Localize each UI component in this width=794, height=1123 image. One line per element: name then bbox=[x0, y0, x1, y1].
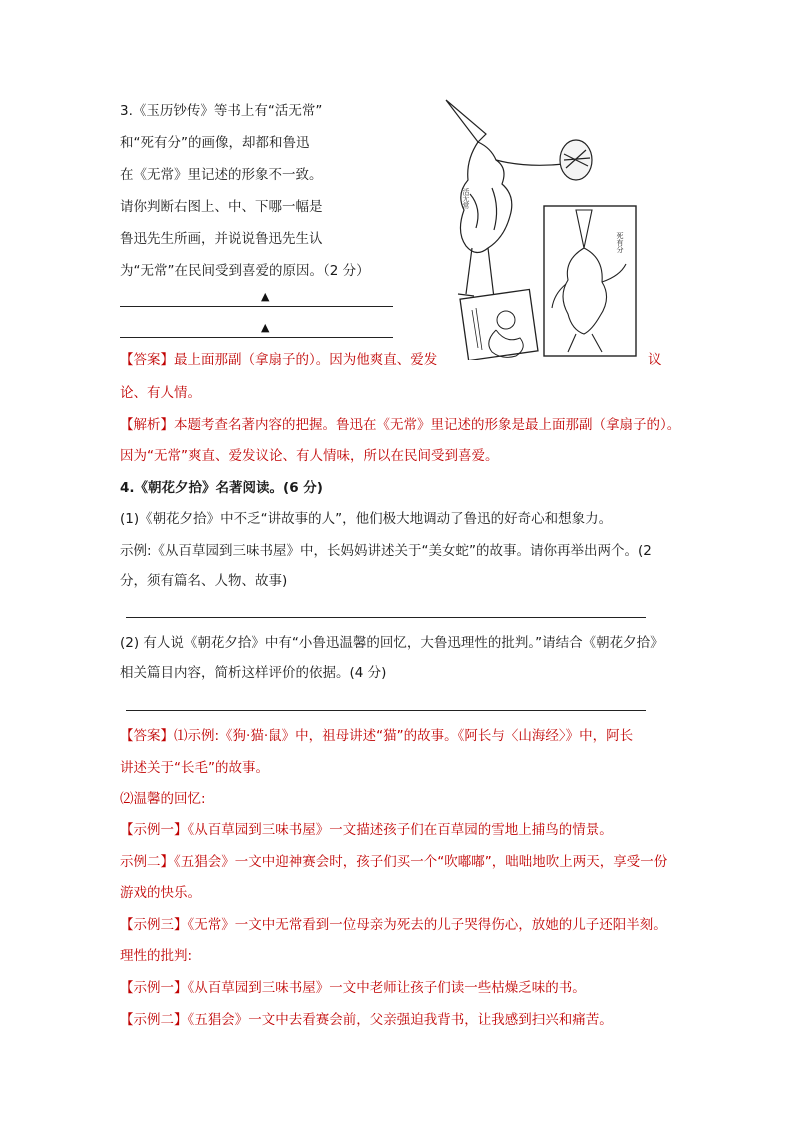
q4-answer-line1 bbox=[120, 726, 633, 746]
example-1 bbox=[120, 820, 613, 840]
answer-text-2: 论、有人情。 bbox=[120, 385, 201, 401]
example-2-line2: 游戏的快乐。 bbox=[120, 885, 201, 901]
blank-marker: ▲ bbox=[261, 290, 270, 303]
q3-answer bbox=[120, 350, 437, 370]
example-text: 《无常》一文中无常看到一位母亲为死去的儿子哭得伤心，放她的儿子还阳半刻。 bbox=[187, 917, 667, 933]
wuchang-drawings bbox=[436, 98, 646, 360]
answer-text-end: 议 bbox=[648, 352, 662, 368]
q4-heading: 4.《朝花夕拾》名著阅读。(6 分) bbox=[120, 480, 323, 496]
q3-line-6: 为“无常”在民间受到喜爱的原因。（2 分） bbox=[120, 263, 370, 279]
q3-line-1: 3.《玉历钞传》等书上有“活无常” bbox=[120, 103, 323, 119]
wuchang-illustration bbox=[436, 98, 646, 360]
example-2 bbox=[120, 852, 667, 872]
answer-tag: 【答案】 bbox=[120, 728, 174, 744]
example-tag: 【示例三】 bbox=[120, 917, 188, 933]
example-tag: 【示例一】 bbox=[120, 822, 188, 838]
critique-title: 理性的批判: bbox=[120, 948, 193, 964]
q3-line-5: 鲁迅先生所画，并说说鲁迅先生认 bbox=[120, 231, 323, 247]
q3-analysis bbox=[120, 415, 680, 435]
q3-line-4: 请你判断右图上、中、下哪一幅是 bbox=[120, 199, 323, 215]
answer-text: 最上面那副（拿扇子的）。因为他爽直、爱发 bbox=[174, 352, 438, 368]
blank-marker: ▲ bbox=[261, 321, 270, 334]
q4-p2-line1: (2) 有人说《朝花夕拾》中有“小鲁迅温馨的回忆，大鲁迅理性的批判。”请结合《朝花夕拾》 bbox=[120, 635, 664, 651]
answer-tag: 【答案】 bbox=[120, 352, 174, 368]
example-text: 《五猖会》一文中迎神赛会时，孩子们买一个 bbox=[174, 854, 438, 870]
q4-answer-sub-title: ⑵温馨的回忆: bbox=[120, 791, 206, 807]
example-quote: “吹嘟嘟” bbox=[437, 854, 492, 870]
example-3 bbox=[120, 915, 667, 935]
critique-example-1 bbox=[120, 978, 586, 998]
q4-p2-line2: 相关篇目内容，简析这样评价的依据。(4 分) bbox=[120, 665, 387, 681]
q3-line-3: 在《无常》里记述的形象不一致。 bbox=[120, 167, 323, 183]
critique-example-2 bbox=[120, 1010, 613, 1030]
q4-p1-line1: (1)《朝花夕拾》中不乏“讲故事的人”，他们极大地调动了鲁迅的好奇心和想象力。 bbox=[120, 511, 613, 527]
example-tag: 示例二】 bbox=[120, 854, 174, 870]
analysis-text-2: 因为“无常”爽直、爱发议论、有人情味，所以在民间受到喜爱。 bbox=[120, 448, 499, 464]
answer-blank-line bbox=[120, 306, 393, 307]
answer-text: ⑴示例:《狗·猫·鼠》中，祖母讲述“猫”的故事。《阿长与〈山海经〉》中，阿长 bbox=[174, 728, 634, 744]
example-text: 《从百草园到三味书屋》一文中老师让孩子们读一些枯燥乏味的书。 bbox=[187, 980, 586, 996]
answer-blank-line bbox=[126, 617, 646, 618]
q3-line-2: 和“死有分”的画像，却都和鲁迅 bbox=[120, 135, 310, 151]
example-text: 《五猖会》一文中去看赛会前，父亲强迫我背书，让我感到扫兴和痛苦。 bbox=[187, 1012, 613, 1028]
analysis-tag: 【解析】 bbox=[120, 417, 174, 433]
example-text: ，咄咄地吹上两天，享受一份 bbox=[491, 854, 668, 870]
example-tag: 【示例一】 bbox=[120, 980, 188, 996]
panel-caption: 死有分 bbox=[616, 232, 624, 253]
answer-blank-line bbox=[126, 710, 646, 711]
example-tag: 【示例二】 bbox=[120, 1012, 188, 1028]
side-caption: 活无常 bbox=[462, 188, 470, 209]
q4-answer-line2: 讲述关于“长毛”的故事。 bbox=[120, 760, 269, 776]
analysis-text: 本题考查名著内容的把握。鲁迅在《无常》里记述的形象是最上面那副（拿扇子的）。 bbox=[174, 417, 681, 433]
q4-p1-line3: 分，须有篇名、人物、故事) bbox=[120, 573, 288, 589]
q4-p1-line2: 示例:《从百草园到三味书屋》中，长妈妈讲述关于“美女蛇”的故事。请你再举出两个。(2 bbox=[120, 543, 652, 559]
answer-blank-line bbox=[120, 337, 393, 338]
example-text: 《从百草园到三味书屋》一文描述孩子们在百草园的雪地上捕鸟的情景。 bbox=[187, 822, 613, 838]
